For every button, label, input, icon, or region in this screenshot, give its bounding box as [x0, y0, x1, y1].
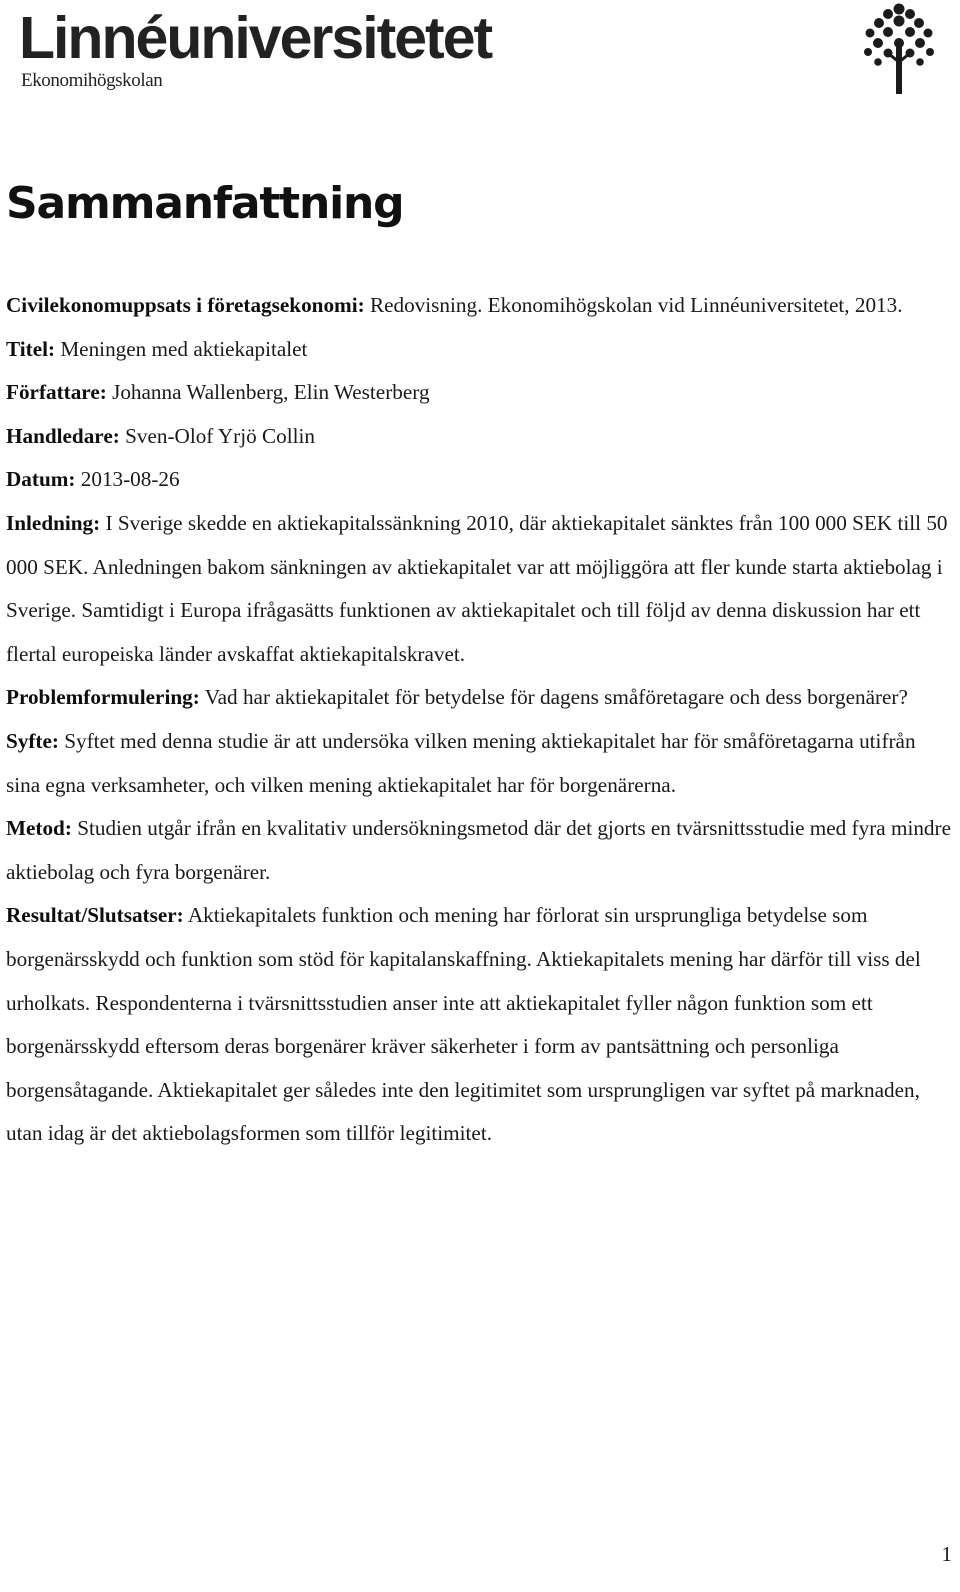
field-title	[6, 328, 954, 372]
field-text: Studien utgår ifrån en kvalitativ undersökningsmetod där det gjorts en tvärsnittsstudie med fyra mindre aktiebolag och fyra borgenärer.	[6, 816, 951, 884]
tree-icon	[860, 2, 938, 96]
page-number: 1	[941, 1542, 952, 1566]
field-degree	[6, 284, 954, 328]
field-text: Redovisning. Ekonomihögskolan vid Linnéuniversitetet, 2013.	[369, 293, 903, 317]
field-text: Syftet med denna studie är att undersöka vilken mening aktiekapitalet har för småföretagarna utifrån sina egna verksamheter, och vilken mening aktiekapitalet har för borgenärerna.	[6, 728, 916, 797]
field-method	[6, 807, 954, 894]
field-label: Inledning:	[6, 510, 101, 535]
field-label: Problemformulering:	[6, 685, 200, 710]
field-date	[6, 458, 954, 502]
document-header	[0, 0, 960, 110]
field-text: 2013-08-26	[80, 467, 180, 492]
field-introduction	[6, 502, 954, 676]
field-label: Datum:	[6, 467, 76, 492]
field-text: Meningen med aktiekapitalet	[60, 336, 308, 361]
field-label: Civilekonomuppsats i företagsekonomi:	[6, 293, 365, 317]
field-label: Titel:	[6, 336, 56, 361]
page-title: Sammanfattning	[6, 178, 404, 229]
university-wordmark: Linnéuniversitetet	[19, 5, 492, 71]
field-text: Vad har aktiekapitalet för betydelse för dagens småföretagare och dess borgenärer?	[204, 685, 908, 710]
field-label: Metod:	[6, 816, 72, 841]
field-results	[6, 894, 954, 1156]
field-text: I Sverige skedde en aktiekapitalssänkning 2010, där aktiekapitalet sänktes från 100 000 SEK till 50 000 SEK. Anledningen bakom sänkningen av aktiekapitalet var att möjliggöra att fler kunde starta aktiebolag i Sverige. Samtidigt i Europa ifrågasätts funktionen av aktiekapitalet och till följd av denna diskussion har ett flertal europeiska länder avskaffat aktiekapitalskravet.	[6, 510, 948, 666]
field-text: Johanna Wallenberg, Elin Westerberg	[112, 380, 430, 405]
field-label: Syfte:	[6, 728, 59, 753]
field-purpose	[6, 720, 954, 807]
field-label: Handledare:	[6, 423, 120, 448]
summary-body	[6, 284, 954, 1156]
school-name: Ekonomihögskolan	[21, 70, 163, 91]
field-problem	[6, 676, 954, 720]
field-label: Författare:	[6, 380, 107, 405]
field-label: Resultat/Slutsatser:	[6, 903, 184, 928]
field-text: Sven-Olof Yrjö Collin	[125, 423, 315, 448]
field-supervisor	[6, 415, 954, 459]
field-text: Aktiekapitalets funktion och mening har förlorat sin ursprungliga betydelse som borgenärsskydd och funktion som stöd för kapitalanskaffning. Aktiekapitalets mening har därför till viss del urholkats. Respondenterna i tvärsnittsstudien anser inte att aktiekapitalet fyller någon funktion som ett borgenärsskydd eftersom deras borgenärer kräver säkerheter i form av pantsättning och personliga borgensåtagande. Aktiekapitalet ger således inte den legitimitet som ursprungligen var syftet på marknaden, utan idag är det aktiebolagsformen som tillför legitimitet.	[6, 903, 921, 1146]
field-authors	[6, 371, 954, 415]
